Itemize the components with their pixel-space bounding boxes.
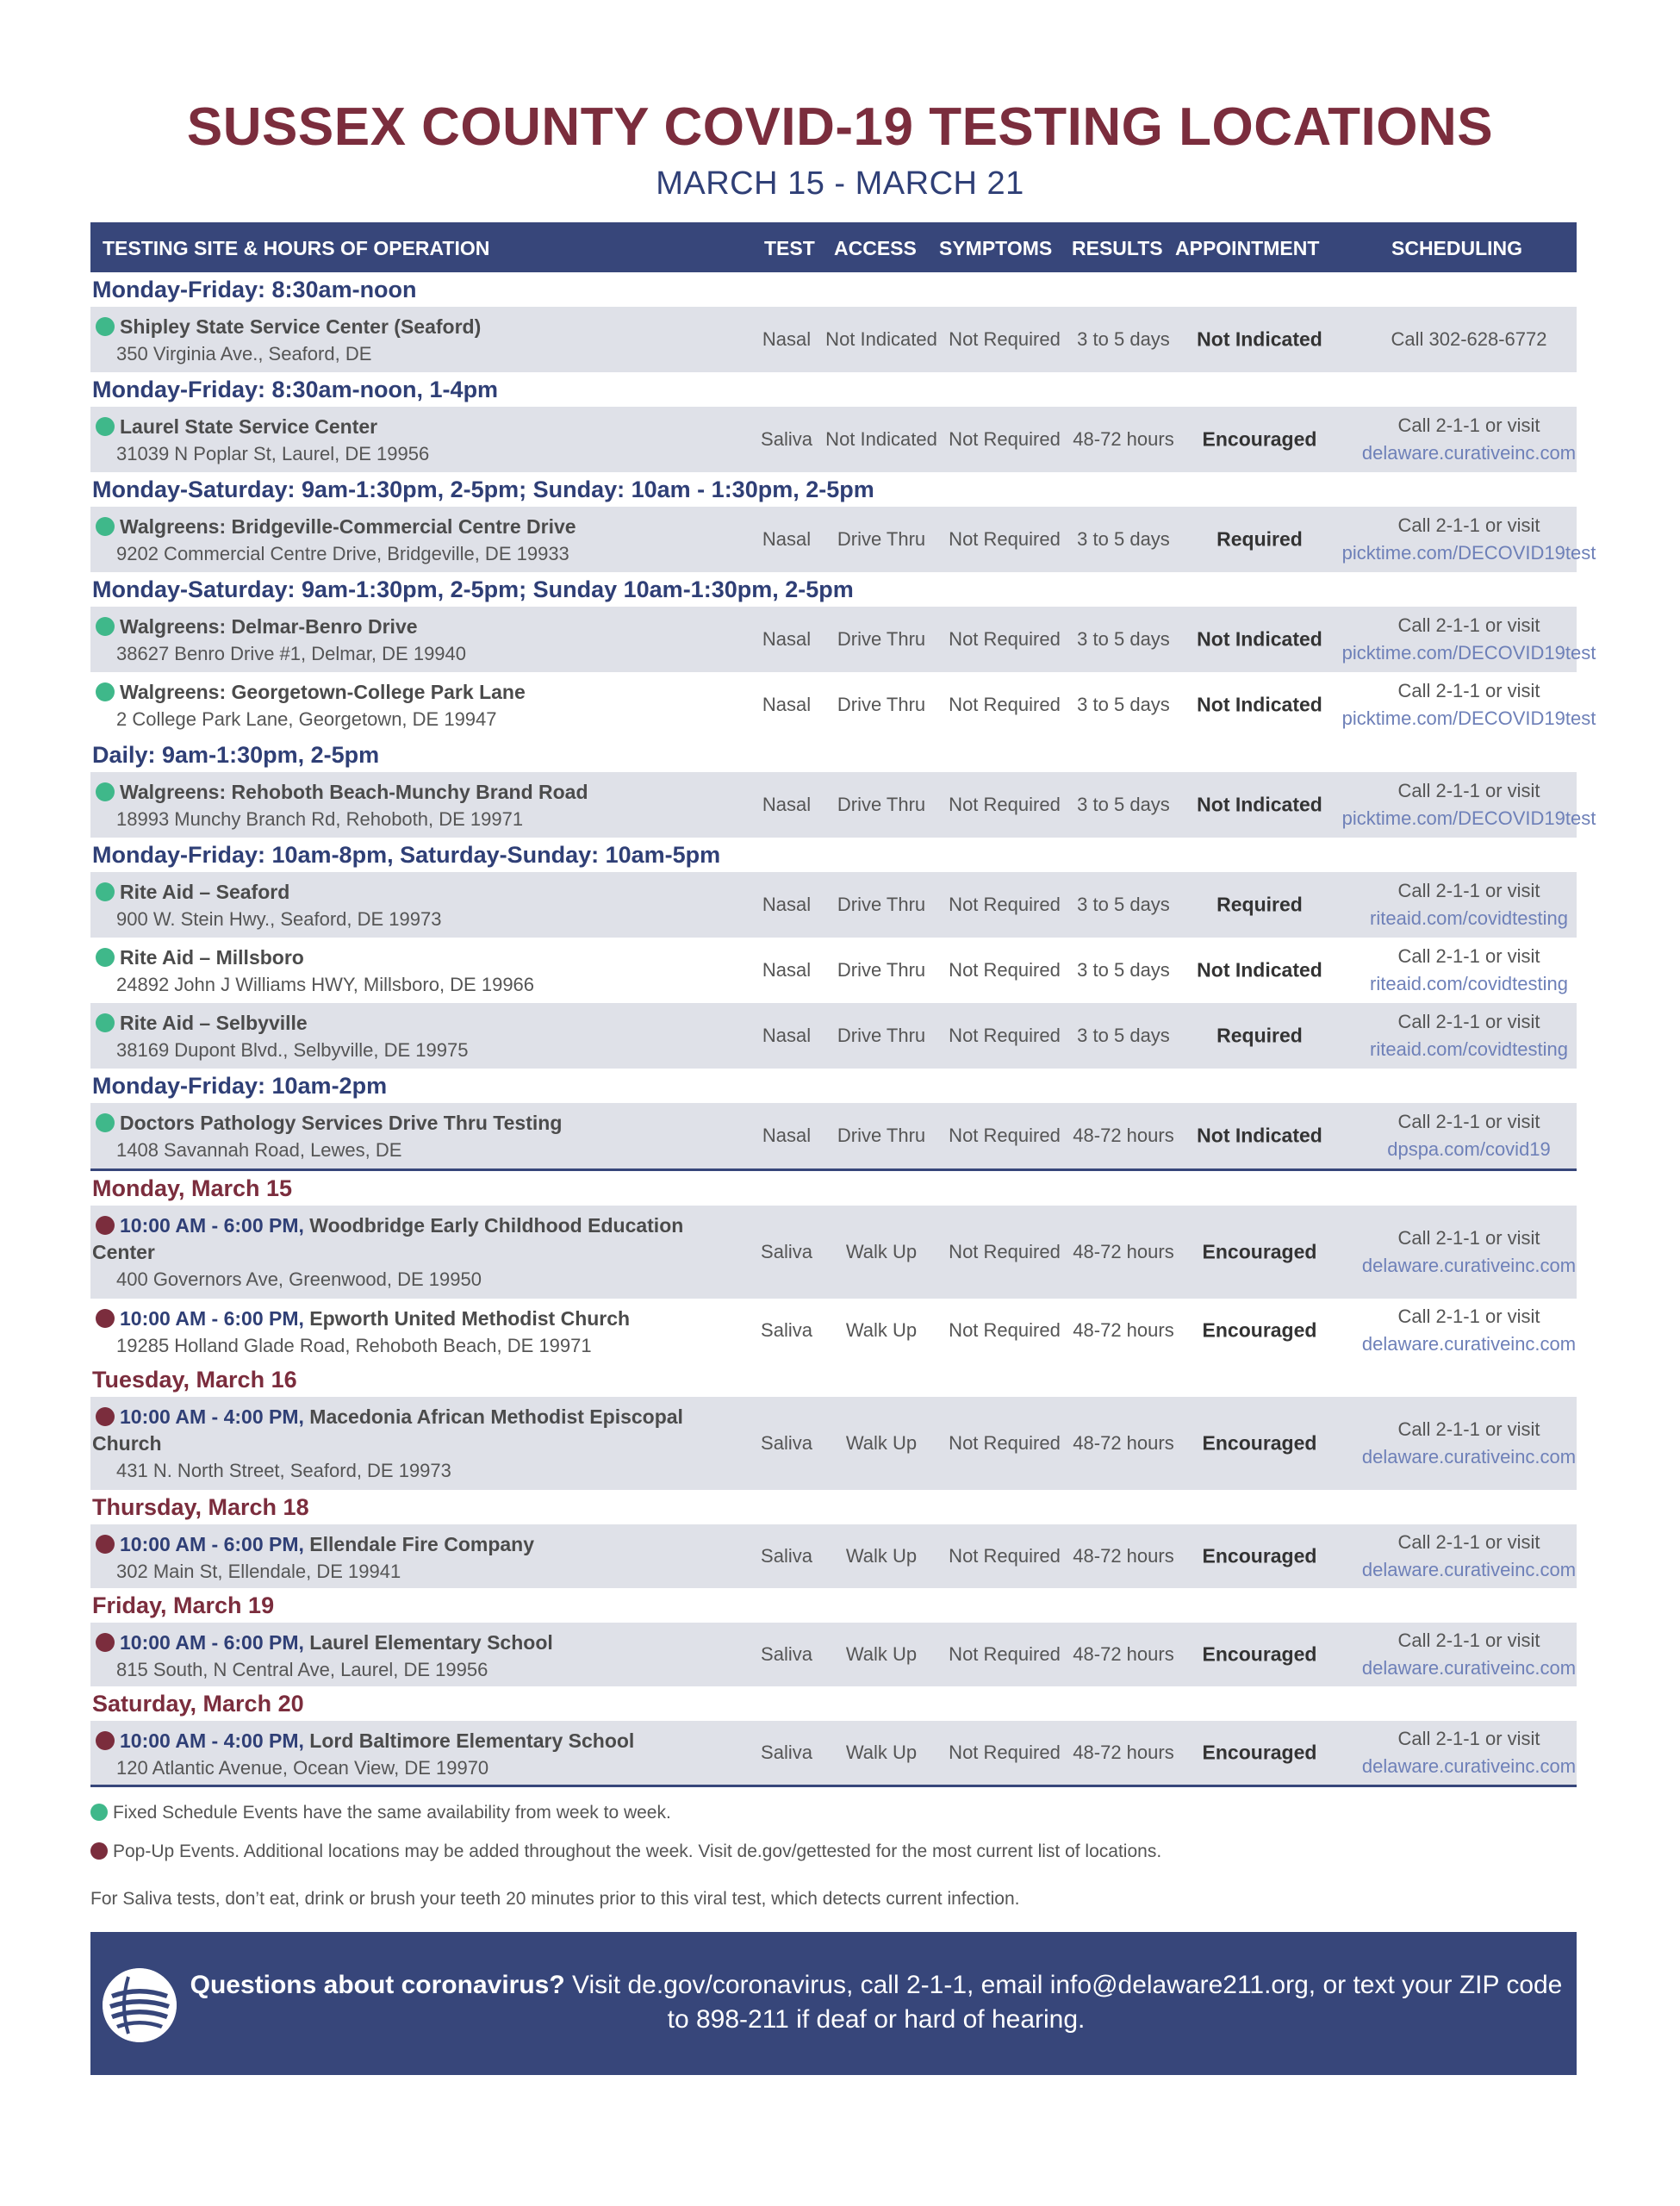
- scheduling-text: Call 2-1-1 or visit: [1397, 780, 1540, 801]
- scheduling-link[interactable]: delaware.curativeinc.com: [1361, 1657, 1577, 1679]
- results-cell: 3 to 5 days: [1077, 628, 1170, 650]
- scheduling-link[interactable]: delaware.curativeinc.com: [1361, 1446, 1577, 1468]
- col-appointment: APPOINTMENT: [1175, 237, 1320, 259]
- symptoms-cell: Not Required: [949, 328, 1061, 350]
- results-cell: 3 to 5 days: [1077, 528, 1170, 550]
- fixed-event-dot-icon: [96, 682, 115, 701]
- results-cell: 3 to 5 days: [1077, 1025, 1170, 1046]
- scheduling-text: Call 2-1-1 or visit: [1397, 1011, 1540, 1032]
- delaware-211-logo-icon: [103, 1968, 177, 2042]
- test-cell: Nasal: [762, 1025, 812, 1046]
- scheduling-text: Call 2-1-1 or visit: [1397, 880, 1540, 901]
- scheduling-text: Call 302-628-6772: [1391, 328, 1547, 350]
- popup-event-dot-icon: [90, 1842, 108, 1860]
- event-time: 10:00 AM - 6:00 PM,: [120, 1631, 304, 1654]
- scheduling-cell: [1342, 777, 1596, 832]
- scheduling-text: Call 2-1-1 or visit: [1397, 1728, 1540, 1749]
- scheduling-cell: [1362, 1416, 1576, 1471]
- testing-table: [90, 222, 1596, 1787]
- test-cell: Nasal: [762, 628, 812, 650]
- test-cell: Saliva: [761, 1241, 812, 1262]
- access-cell: Not Indicated: [825, 328, 937, 350]
- results-cell: 3 to 5 days: [1077, 328, 1170, 350]
- site-name: [92, 944, 712, 971]
- scheduling-cell: [1362, 1303, 1576, 1358]
- scheduling-cell: [1387, 1108, 1551, 1163]
- site-address: 38627 Benro Drive #1, Delmar, DE 19940: [116, 643, 467, 664]
- popup-event-dot-icon: [96, 1309, 115, 1328]
- scheduling-link[interactable]: picktime.com/DECOVID19test: [1341, 707, 1596, 729]
- symptoms-cell: Not Required: [949, 894, 1061, 915]
- appointment-cell: Required: [1216, 1024, 1303, 1047]
- scheduling-text: Call 2-1-1 or visit: [1397, 1111, 1540, 1132]
- appointment-cell: Encouraged: [1202, 1642, 1317, 1666]
- appointment-cell: Not Indicated: [1197, 793, 1322, 816]
- appointment-cell: Not Indicated: [1197, 327, 1322, 351]
- scheduling-link[interactable]: delaware.curativeinc.com: [1361, 442, 1577, 464]
- saliva-note: For Saliva tests, don’t eat, drink or brush your teeth 20 minutes prior to this viral test, which detects current infection.: [90, 1889, 1020, 1909]
- appointment-cell: Required: [1216, 527, 1303, 551]
- fixed-event-dot-icon: [96, 782, 115, 801]
- site-name-text: Rite Aid – Selbyville: [120, 1012, 308, 1034]
- scheduling-link[interactable]: riteaid.com/covidtesting: [1370, 907, 1568, 929]
- section-heading: Monday-Friday: 8:30am-noon, 1-4pm: [92, 377, 499, 402]
- results-cell: 3 to 5 days: [1077, 894, 1170, 915]
- table-row: [90, 1397, 1577, 1490]
- access-cell: Walk Up: [845, 1545, 918, 1567]
- table-row: [90, 1206, 1577, 1299]
- test-cell: Nasal: [762, 328, 812, 350]
- site-address: 2 College Park Lane, Georgetown, DE 19947: [116, 708, 497, 730]
- appointment-cell: Not Indicated: [1197, 693, 1322, 716]
- site-address: 400 Governors Ave, Greenwood, DE 19950: [116, 1268, 482, 1290]
- access-cell: Drive Thru: [837, 1025, 926, 1046]
- table-row: [90, 1524, 1577, 1588]
- fixed-event-dot-icon: [96, 948, 115, 967]
- footer-text: [187, 1968, 1565, 2037]
- symptoms-cell: Not Required: [949, 628, 1061, 650]
- test-cell: Saliva: [761, 1742, 812, 1763]
- scheduling-cell: [1391, 326, 1546, 353]
- table-row: [90, 772, 1596, 838]
- scheduling-text: Call 2-1-1 or visit: [1397, 680, 1540, 701]
- site-info: [92, 614, 712, 668]
- site-name-text: Epworth United Methodist Church: [309, 1307, 631, 1330]
- table-header: [90, 222, 1577, 272]
- popup-event-dot-icon: [96, 1731, 115, 1750]
- symptoms-cell: Not Required: [949, 959, 1061, 981]
- scheduling-text: Call 2-1-1 or visit: [1397, 1418, 1540, 1440]
- site-name: [92, 779, 712, 806]
- scheduling-cell: [1362, 412, 1576, 467]
- scheduling-text: Call 2-1-1 or visit: [1397, 1306, 1540, 1327]
- col-symptoms: SYMPTOMS: [939, 237, 1053, 259]
- fixed-event-dot-icon: [96, 1013, 115, 1032]
- symptoms-cell: Not Required: [949, 1025, 1061, 1046]
- fixed-event-dot-icon: [96, 317, 115, 336]
- symptoms-cell: Not Required: [949, 1125, 1061, 1146]
- table-row: [90, 1299, 1577, 1362]
- site-address: 815 South, N Central Ave, Laurel, DE 19956: [116, 1659, 488, 1680]
- section-heading: Thursday, March 18: [92, 1494, 309, 1520]
- site-info: [92, 1110, 712, 1164]
- event-time: 10:00 AM - 4:00 PM,: [120, 1729, 304, 1752]
- test-cell: Nasal: [762, 959, 812, 981]
- appointment-cell: Not Indicated: [1197, 958, 1322, 981]
- scheduling-cell: [1342, 612, 1596, 667]
- symptoms-cell: Not Required: [949, 528, 1061, 550]
- site-info: [92, 1306, 712, 1360]
- access-cell: Walk Up: [845, 1643, 918, 1665]
- appointment-cell: Not Indicated: [1197, 627, 1322, 651]
- access-cell: Drive Thru: [837, 1125, 926, 1146]
- page-title: SUSSEX COUNTY COVID-19 TESTING LOCATIONS: [186, 97, 1494, 157]
- site-info: [92, 1010, 712, 1064]
- site-name-text: Doctors Pathology Services Drive Thru Testing: [120, 1112, 563, 1134]
- site-info: [92, 414, 712, 468]
- symptoms-cell: Not Required: [949, 694, 1061, 715]
- table-row: [90, 607, 1596, 672]
- site-info: [92, 514, 712, 568]
- fixed-event-dot-icon: [96, 882, 115, 901]
- popup-event-dot-icon: [96, 1216, 115, 1235]
- appointment-cell: Encouraged: [1202, 1741, 1317, 1764]
- test-cell: Nasal: [762, 1125, 812, 1146]
- table-row: [90, 1103, 1577, 1168]
- scheduling-link[interactable]: dpspa.com/covid19: [1387, 1138, 1551, 1160]
- site-address: 302 Main St, Ellendale, DE 19941: [116, 1561, 401, 1582]
- table-divider: [90, 1785, 1577, 1787]
- site-name-text: Walgreens: Delmar-Benro Drive: [120, 615, 418, 638]
- table-row: [90, 507, 1596, 572]
- access-cell: Walk Up: [845, 1319, 918, 1341]
- site-name: [92, 414, 712, 440]
- site-address: 18993 Munchy Branch Rd, Rehoboth, DE 19971: [116, 808, 524, 830]
- test-cell: Nasal: [762, 528, 812, 550]
- access-cell: Drive Thru: [837, 694, 926, 715]
- site-name-text: Shipley State Service Center (Seaford): [120, 315, 482, 338]
- scheduling-link[interactable]: picktime.com/DECOVID19test: [1341, 642, 1596, 664]
- site-name-text: Laurel State Service Center: [120, 415, 378, 438]
- popup-event-dot-icon: [96, 1633, 115, 1652]
- symptoms-cell: Not Required: [949, 1241, 1061, 1262]
- section-heading: Monday-Saturday: 9am-1:30pm, 2-5pm; Sunday: 10am - 1:30pm, 2-5pm: [92, 477, 874, 502]
- site-address: 120 Atlantic Avenue, Ocean View, DE 19970: [116, 1757, 489, 1779]
- access-cell: Walk Up: [845, 1432, 918, 1454]
- test-cell: Nasal: [762, 894, 812, 915]
- scheduling-cell: [1342, 512, 1596, 567]
- results-cell: 48-72 hours: [1073, 428, 1174, 450]
- scheduling-link[interactable]: picktime.com/DECOVID19test: [1341, 542, 1596, 564]
- footer-question: Questions about coronavirus?: [190, 1971, 565, 1999]
- access-cell: Drive Thru: [837, 528, 926, 550]
- site-name-text: Walgreens: Rehoboth Beach-Munchy Brand Road: [120, 781, 588, 803]
- legend-fixed: [90, 1803, 671, 1823]
- scheduling-link[interactable]: delaware.curativeinc.com: [1361, 1255, 1577, 1276]
- scheduling-cell: [1362, 1225, 1576, 1280]
- site-name: [92, 1404, 712, 1457]
- table-row: [90, 872, 1577, 938]
- site-name-text: Ellendale Fire Company: [309, 1533, 535, 1555]
- section-heading: Monday, March 15: [92, 1175, 293, 1201]
- symptoms-cell: Not Required: [949, 1643, 1061, 1665]
- site-name: [92, 514, 712, 540]
- scheduling-text: Call 2-1-1 or visit: [1397, 514, 1540, 536]
- legend-popup-text: Pop-Up Events. Additional locations may be added throughout the week. Visit de.gov/gettested for the most current list of locations.: [113, 1841, 1162, 1861]
- site-info: [92, 1212, 712, 1293]
- event-time: 10:00 AM - 6:00 PM,: [120, 1307, 304, 1330]
- col-access: ACCESS: [834, 237, 917, 259]
- access-cell: Drive Thru: [837, 894, 926, 915]
- appointment-cell: Encouraged: [1202, 1544, 1317, 1567]
- site-name: [92, 1306, 712, 1332]
- scheduling-cell: [1370, 877, 1568, 932]
- site-name-text: Walgreens: Georgetown-College Park Lane: [120, 681, 526, 703]
- site-info: [92, 779, 712, 833]
- test-cell: Saliva: [761, 1643, 812, 1665]
- site-name: [92, 1531, 712, 1558]
- fixed-event-dot-icon: [96, 1113, 115, 1132]
- scheduling-link[interactable]: delaware.curativeinc.com: [1361, 1755, 1577, 1777]
- site-address: 31039 N Poplar St, Laurel, DE 19956: [116, 443, 430, 464]
- site-info: [92, 879, 712, 933]
- table-row: [90, 672, 1596, 738]
- access-cell: Drive Thru: [837, 794, 926, 815]
- site-address: 900 W. Stein Hwy., Seaford, DE 19973: [116, 908, 442, 930]
- section-heading: Friday, March 19: [92, 1592, 275, 1618]
- scheduling-cell: [1370, 943, 1568, 998]
- site-name: [92, 314, 712, 340]
- access-cell: Walk Up: [845, 1742, 918, 1763]
- site-name: [92, 879, 712, 906]
- site-address: 350 Virginia Ave., Seaford, DE: [116, 343, 372, 365]
- test-cell: Saliva: [761, 428, 812, 450]
- table-row: [90, 307, 1577, 372]
- legend-popup: [90, 1841, 1161, 1862]
- appointment-cell: Not Indicated: [1197, 1124, 1322, 1147]
- site-address: 19285 Holland Glade Road, Rehoboth Beach, DE 19971: [116, 1335, 592, 1356]
- appointment-cell: Encouraged: [1202, 427, 1317, 451]
- col-results: RESULTS: [1072, 237, 1163, 259]
- site-name: [92, 1010, 712, 1037]
- appointment-cell: Encouraged: [1202, 1318, 1317, 1342]
- results-cell: 48-72 hours: [1073, 1432, 1174, 1454]
- footer-body: Visit de.gov/coronavirus, call 2-1-1, email info@delaware211.org, or text your ZIP code to 898-211 if deaf or hard of hearing.: [564, 1971, 1563, 2034]
- site-info: [92, 1728, 712, 1782]
- scheduling-text: Call 2-1-1 or visit: [1397, 414, 1540, 436]
- scheduling-cell: [1342, 677, 1596, 732]
- event-time: 10:00 AM - 6:00 PM,: [120, 1214, 304, 1237]
- site-name-text: Rite Aid – Millsboro: [120, 946, 304, 969]
- site-name: [92, 679, 712, 706]
- access-cell: Walk Up: [845, 1241, 918, 1262]
- scheduling-link[interactable]: riteaid.com/covidtesting: [1370, 1038, 1568, 1060]
- scheduling-text: Call 2-1-1 or visit: [1397, 945, 1540, 967]
- scheduling-cell: [1370, 1008, 1568, 1063]
- symptoms-cell: Not Required: [949, 1319, 1061, 1341]
- results-cell: 48-72 hours: [1073, 1742, 1174, 1763]
- appointment-cell: Required: [1216, 893, 1303, 916]
- fixed-event-dot-icon: [90, 1804, 108, 1821]
- test-cell: Nasal: [762, 794, 812, 815]
- section-heading: Daily: 9am-1:30pm, 2-5pm: [92, 742, 380, 768]
- page-subtitle: MARCH 15 - MARCH 21: [656, 165, 1024, 202]
- results-cell: 48-72 hours: [1073, 1643, 1174, 1665]
- access-cell: Drive Thru: [837, 959, 926, 981]
- section-heading: Monday-Friday: 8:30am-noon: [92, 277, 417, 302]
- symptoms-cell: Not Required: [949, 428, 1061, 450]
- site-name-text: Walgreens: Bridgeville-Commercial Centre Drive: [120, 515, 576, 538]
- scheduling-link[interactable]: riteaid.com/covidtesting: [1370, 973, 1568, 994]
- site-address: 24892 John J Williams HWY, Millsboro, DE 19966: [116, 974, 535, 995]
- table-body: [90, 272, 1596, 1787]
- fixed-event-dot-icon: [96, 417, 115, 436]
- col-site: TESTING SITE & HOURS OF OPERATION: [103, 237, 490, 259]
- fixed-event-dot-icon: [96, 617, 115, 636]
- results-cell: 3 to 5 days: [1077, 694, 1170, 715]
- scheduling-cell: [1362, 1627, 1576, 1682]
- scheduling-text: Call 2-1-1 or visit: [1397, 1227, 1540, 1249]
- symptoms-cell: Not Required: [949, 1545, 1061, 1567]
- site-name: [92, 1212, 712, 1266]
- legend-fixed-text: Fixed Schedule Events have the same availability from week to week.: [113, 1803, 671, 1823]
- site-name-text: Macedonia African Methodist Episcopal Church: [92, 1405, 683, 1455]
- scheduling-cell: [1362, 1725, 1576, 1780]
- section-heading: Tuesday, March 16: [92, 1367, 297, 1393]
- appointment-cell: Encouraged: [1202, 1431, 1317, 1455]
- site-info: [92, 679, 712, 733]
- test-cell: Saliva: [761, 1545, 812, 1567]
- access-cell: Drive Thru: [837, 628, 926, 650]
- table-row: [90, 938, 1577, 1003]
- col-test: TEST: [764, 237, 815, 259]
- popup-event-dot-icon: [96, 1535, 115, 1554]
- site-info: [92, 1630, 712, 1684]
- scheduling-link[interactable]: picktime.com/DECOVID19test: [1341, 807, 1596, 829]
- site-address: 38169 Dupont Blvd., Selbyville, DE 19975: [116, 1039, 469, 1061]
- scheduling-cell: [1362, 1529, 1576, 1584]
- section-heading: Monday-Friday: 10am-2pm: [92, 1073, 388, 1099]
- table-row: [90, 1623, 1577, 1686]
- site-name-text: Woodbridge Early Childhood Education Center: [92, 1214, 684, 1263]
- scheduling-link[interactable]: delaware.curativeinc.com: [1361, 1559, 1577, 1580]
- site-name-text: Lord Baltimore Elementary School: [309, 1729, 635, 1752]
- site-info: [92, 944, 712, 999]
- table-row: [90, 1003, 1577, 1069]
- results-cell: 48-72 hours: [1073, 1241, 1174, 1262]
- table-row: [90, 407, 1577, 472]
- col-scheduling: SCHEDULING: [1391, 237, 1523, 259]
- appointment-cell: Encouraged: [1202, 1240, 1317, 1263]
- site-name: [92, 1728, 712, 1754]
- site-name-text: Rite Aid – Seaford: [120, 881, 290, 903]
- site-name: [92, 1110, 712, 1137]
- site-address: 1408 Savannah Road, Lewes, DE: [116, 1139, 402, 1161]
- results-cell: 3 to 5 days: [1077, 959, 1170, 981]
- section-heading: Saturday, March 20: [92, 1691, 304, 1717]
- results-cell: 48-72 hours: [1073, 1545, 1174, 1567]
- test-cell: Saliva: [761, 1432, 812, 1454]
- site-name: [92, 1630, 712, 1656]
- site-name-text: Laurel Elementary School: [309, 1631, 553, 1654]
- results-cell: 3 to 5 days: [1077, 794, 1170, 815]
- symptoms-cell: Not Required: [949, 794, 1061, 815]
- event-time: 10:00 AM - 4:00 PM,: [120, 1405, 304, 1428]
- scheduling-text: Call 2-1-1 or visit: [1397, 614, 1540, 636]
- scheduling-text: Call 2-1-1 or visit: [1397, 1630, 1540, 1651]
- popup-event-dot-icon: [96, 1407, 115, 1426]
- symptoms-cell: Not Required: [949, 1742, 1061, 1763]
- site-address: 9202 Commercial Centre Drive, Bridgeville, DE 19933: [116, 543, 569, 564]
- site-name: [92, 614, 712, 640]
- test-cell: Nasal: [762, 694, 812, 715]
- results-cell: 48-72 hours: [1073, 1125, 1174, 1146]
- symptoms-cell: Not Required: [949, 1432, 1061, 1454]
- scheduling-text: Call 2-1-1 or visit: [1397, 1531, 1540, 1553]
- table-row: [90, 1721, 1577, 1785]
- fixed-event-dot-icon: [96, 517, 115, 536]
- site-info: [92, 314, 712, 368]
- site-info: [92, 1404, 712, 1485]
- results-cell: 48-72 hours: [1073, 1319, 1174, 1341]
- site-address: 431 N. North Street, Seaford, DE 19973: [116, 1460, 451, 1481]
- test-cell: Saliva: [761, 1319, 812, 1341]
- event-time: 10:00 AM - 6:00 PM,: [120, 1533, 304, 1555]
- site-info: [92, 1531, 712, 1586]
- section-heading: Monday-Friday: 10am-8pm, Saturday-Sunday: 10am-5pm: [92, 842, 721, 868]
- scheduling-link[interactable]: delaware.curativeinc.com: [1361, 1333, 1577, 1355]
- footer-banner: [90, 1932, 1577, 2075]
- access-cell: Not Indicated: [825, 428, 937, 450]
- section-heading: Monday-Saturday: 9am-1:30pm, 2-5pm; Sunday 10am-1:30pm, 2-5pm: [92, 576, 854, 602]
